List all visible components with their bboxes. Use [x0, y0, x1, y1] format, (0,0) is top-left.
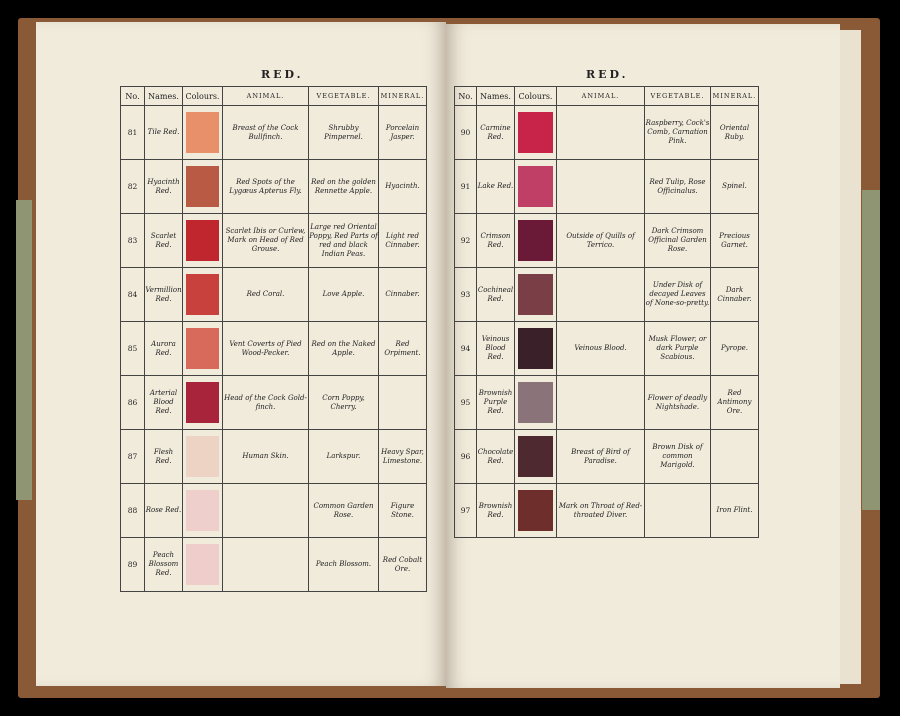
mineral-example: Red Antimony Ore. — [711, 376, 759, 430]
cover-spine-strip — [862, 190, 880, 510]
colour-name: Chocolate Red. — [477, 430, 515, 484]
vegetable-example: Larkspur. — [309, 430, 379, 484]
header-row — [455, 87, 759, 106]
vegetable-example: Peach Blossom. — [309, 538, 379, 592]
animal-example: Outside of Quills of Terrico. — [557, 214, 645, 268]
colour-chip — [186, 544, 219, 585]
table-row — [121, 376, 427, 430]
colour-number: 96 — [455, 430, 477, 484]
animal-example: Breast of Bird of Paradise. — [557, 430, 645, 484]
colour-chip — [518, 328, 553, 369]
vegetable-example: Brown Disk of common Marigold. — [645, 430, 711, 484]
colour-name: Crimson Red. — [477, 214, 515, 268]
header-row — [121, 87, 427, 106]
mineral-example: Porcelain Jasper. — [379, 106, 427, 160]
mineral-example: Red Orpiment. — [379, 322, 427, 376]
table-row — [455, 322, 759, 376]
colour-name: Arterial Blood Red. — [145, 376, 183, 430]
animal-example — [557, 160, 645, 214]
colour-name: Veinous Blood Red. — [477, 322, 515, 376]
table-row — [121, 538, 427, 592]
header-vegetable: VEGETABLE. — [309, 87, 379, 106]
colour-chip — [186, 436, 219, 477]
header-no: No. — [455, 87, 477, 106]
vegetable-example: Corn Poppy, Cherry. — [309, 376, 379, 430]
colour-number: 86 — [121, 376, 145, 430]
mineral-example: Spinel. — [711, 160, 759, 214]
colour-swatch — [183, 484, 223, 538]
colour-swatch — [515, 376, 557, 430]
colour-number: 97 — [455, 484, 477, 538]
colour-chip — [518, 112, 553, 153]
mineral-example — [379, 376, 427, 430]
colour-number: 92 — [455, 214, 477, 268]
table-row — [121, 214, 427, 268]
table-row — [455, 430, 759, 484]
table-row — [455, 484, 759, 538]
animal-example — [557, 106, 645, 160]
mineral-example: Dark Cinnaber. — [711, 268, 759, 322]
colour-name: Brownish Red. — [477, 484, 515, 538]
header-colours: Colours. — [515, 87, 557, 106]
animal-example: Red Coral. — [223, 268, 309, 322]
table-row — [121, 430, 427, 484]
colour-name: Cochineal Red. — [477, 268, 515, 322]
colour-chip — [186, 382, 219, 423]
animal-example: Breast of the Cock Bullfinch. — [223, 106, 309, 160]
colour-swatch — [183, 322, 223, 376]
table-row — [121, 322, 427, 376]
vegetable-example: Flower of deadly Nightshade. — [645, 376, 711, 430]
mineral-example: Pyrope. — [711, 322, 759, 376]
colour-number: 89 — [121, 538, 145, 592]
animal-example: Vent Coverts of Pied Wood-Pecker. — [223, 322, 309, 376]
header-no: No. — [121, 87, 145, 106]
colour-number: 93 — [455, 268, 477, 322]
colour-name: Scarlet Red. — [145, 214, 183, 268]
colour-swatch — [183, 106, 223, 160]
table-row — [455, 106, 759, 160]
header-names: Names. — [145, 87, 183, 106]
color-table — [120, 86, 427, 592]
header-animal: ANIMAL. — [223, 87, 309, 106]
mineral-example: Oriental Ruby. — [711, 106, 759, 160]
colour-chip — [186, 166, 219, 207]
mineral-example: Heavy Spar, Limestone. — [379, 430, 427, 484]
vegetable-example: Musk Flower, or dark Purple Scabious. — [645, 322, 711, 376]
vegetable-example: Red Tulip, Rose Officinalus. — [645, 160, 711, 214]
animal-example — [223, 484, 309, 538]
colour-number: 81 — [121, 106, 145, 160]
table-row — [455, 160, 759, 214]
colour-chip — [518, 490, 553, 531]
animal-example: Head of the Cock Gold-finch. — [223, 376, 309, 430]
mineral-example: Figure Stone. — [379, 484, 427, 538]
colour-number: 95 — [455, 376, 477, 430]
vegetable-example: Under Disk of decayed Leaves of None-so-pretty. — [645, 268, 711, 322]
page-title: RED. — [261, 68, 304, 81]
vegetable-example: Large red Oriental Poppy, Red Parts of red and black Indian Peas. — [309, 214, 379, 268]
animal-example — [557, 376, 645, 430]
table-row — [121, 268, 427, 322]
table-row — [455, 376, 759, 430]
colour-swatch — [183, 430, 223, 484]
animal-example: Red Spots of the Lygæus Apterus Fly. — [223, 160, 309, 214]
colour-swatch — [183, 376, 223, 430]
mineral-example: Iron Flint. — [711, 484, 759, 538]
colour-chip — [518, 166, 553, 207]
colour-number: 87 — [121, 430, 145, 484]
colour-chip — [186, 112, 219, 153]
colour-number: 82 — [121, 160, 145, 214]
table-row — [121, 106, 427, 160]
animal-example: Mark on Throat of Red-throated Diver. — [557, 484, 645, 538]
colour-number: 94 — [455, 322, 477, 376]
colour-swatch — [515, 322, 557, 376]
animal-example — [223, 538, 309, 592]
header-animal: ANIMAL. — [557, 87, 645, 106]
mineral-example — [711, 430, 759, 484]
colour-swatch — [515, 160, 557, 214]
vegetable-example: Shrubby Pimpernel. — [309, 106, 379, 160]
animal-example: Scarlet Ibis or Curlew, Mark on Head of Red Grouse. — [223, 214, 309, 268]
colour-chip — [518, 220, 553, 261]
header-mineral: MINERAL. — [711, 87, 759, 106]
colour-name: Carmine Red. — [477, 106, 515, 160]
vegetable-example: Dark Crimsom Officinal Garden Rose. — [645, 214, 711, 268]
colour-name: Tile Red. — [145, 106, 183, 160]
colour-swatch — [515, 214, 557, 268]
colour-number: 90 — [455, 106, 477, 160]
colour-number: 85 — [121, 322, 145, 376]
colour-swatch — [183, 268, 223, 322]
color-table — [454, 86, 759, 538]
table-row — [121, 160, 427, 214]
left-page — [36, 22, 446, 686]
right-page — [446, 24, 840, 688]
colour-chip — [518, 382, 553, 423]
colour-number: 91 — [455, 160, 477, 214]
vegetable-example: Love Apple. — [309, 268, 379, 322]
vegetable-example: Common Garden Rose. — [309, 484, 379, 538]
header-vegetable: VEGETABLE. — [645, 87, 711, 106]
table-row — [455, 214, 759, 268]
cover-spine-strip — [16, 200, 32, 500]
vegetable-example: Red on the Naked Apple. — [309, 322, 379, 376]
mineral-example: Hyacinth. — [379, 160, 427, 214]
table-row — [121, 484, 427, 538]
colour-swatch — [183, 538, 223, 592]
header-names: Names. — [477, 87, 515, 106]
colour-chip — [518, 274, 553, 315]
colour-swatch — [183, 214, 223, 268]
colour-swatch — [183, 160, 223, 214]
mineral-example: Precious Garnet. — [711, 214, 759, 268]
colour-chip — [186, 328, 219, 369]
colour-name: Peach Blossom Red. — [145, 538, 183, 592]
colour-number: 83 — [121, 214, 145, 268]
colour-swatch — [515, 430, 557, 484]
colour-number: 88 — [121, 484, 145, 538]
animal-example: Veinous Blood. — [557, 322, 645, 376]
vegetable-example — [645, 484, 711, 538]
animal-example: Human Skin. — [223, 430, 309, 484]
table-row — [455, 268, 759, 322]
mineral-example: Light red Cinnaber. — [379, 214, 427, 268]
colour-swatch — [515, 268, 557, 322]
header-colours: Colours. — [183, 87, 223, 106]
colour-number: 84 — [121, 268, 145, 322]
colour-swatch — [515, 484, 557, 538]
colour-chip — [186, 220, 219, 261]
colour-chip — [518, 436, 553, 477]
vegetable-example: Red on the golden Rennette Apple. — [309, 160, 379, 214]
colour-name: Hyacinth Red. — [145, 160, 183, 214]
colour-chip — [186, 490, 219, 531]
colour-name: Flesh Red. — [145, 430, 183, 484]
animal-example — [557, 268, 645, 322]
page-title: RED. — [586, 68, 629, 81]
colour-name: Rose Red. — [145, 484, 183, 538]
colour-chip — [186, 274, 219, 315]
mineral-example: Cinnaber. — [379, 268, 427, 322]
colour-name: Vermillion Red. — [145, 268, 183, 322]
mineral-example: Red Cobalt Ore. — [379, 538, 427, 592]
colour-name: Lake Red. — [477, 160, 515, 214]
colour-name: Brownish Purple Red. — [477, 376, 515, 430]
colour-name: Aurora Red. — [145, 322, 183, 376]
header-mineral: MINERAL. — [379, 87, 427, 106]
colour-swatch — [515, 106, 557, 160]
vegetable-example: Raspberry, Cock's Comb, Carnation Pink. — [645, 106, 711, 160]
